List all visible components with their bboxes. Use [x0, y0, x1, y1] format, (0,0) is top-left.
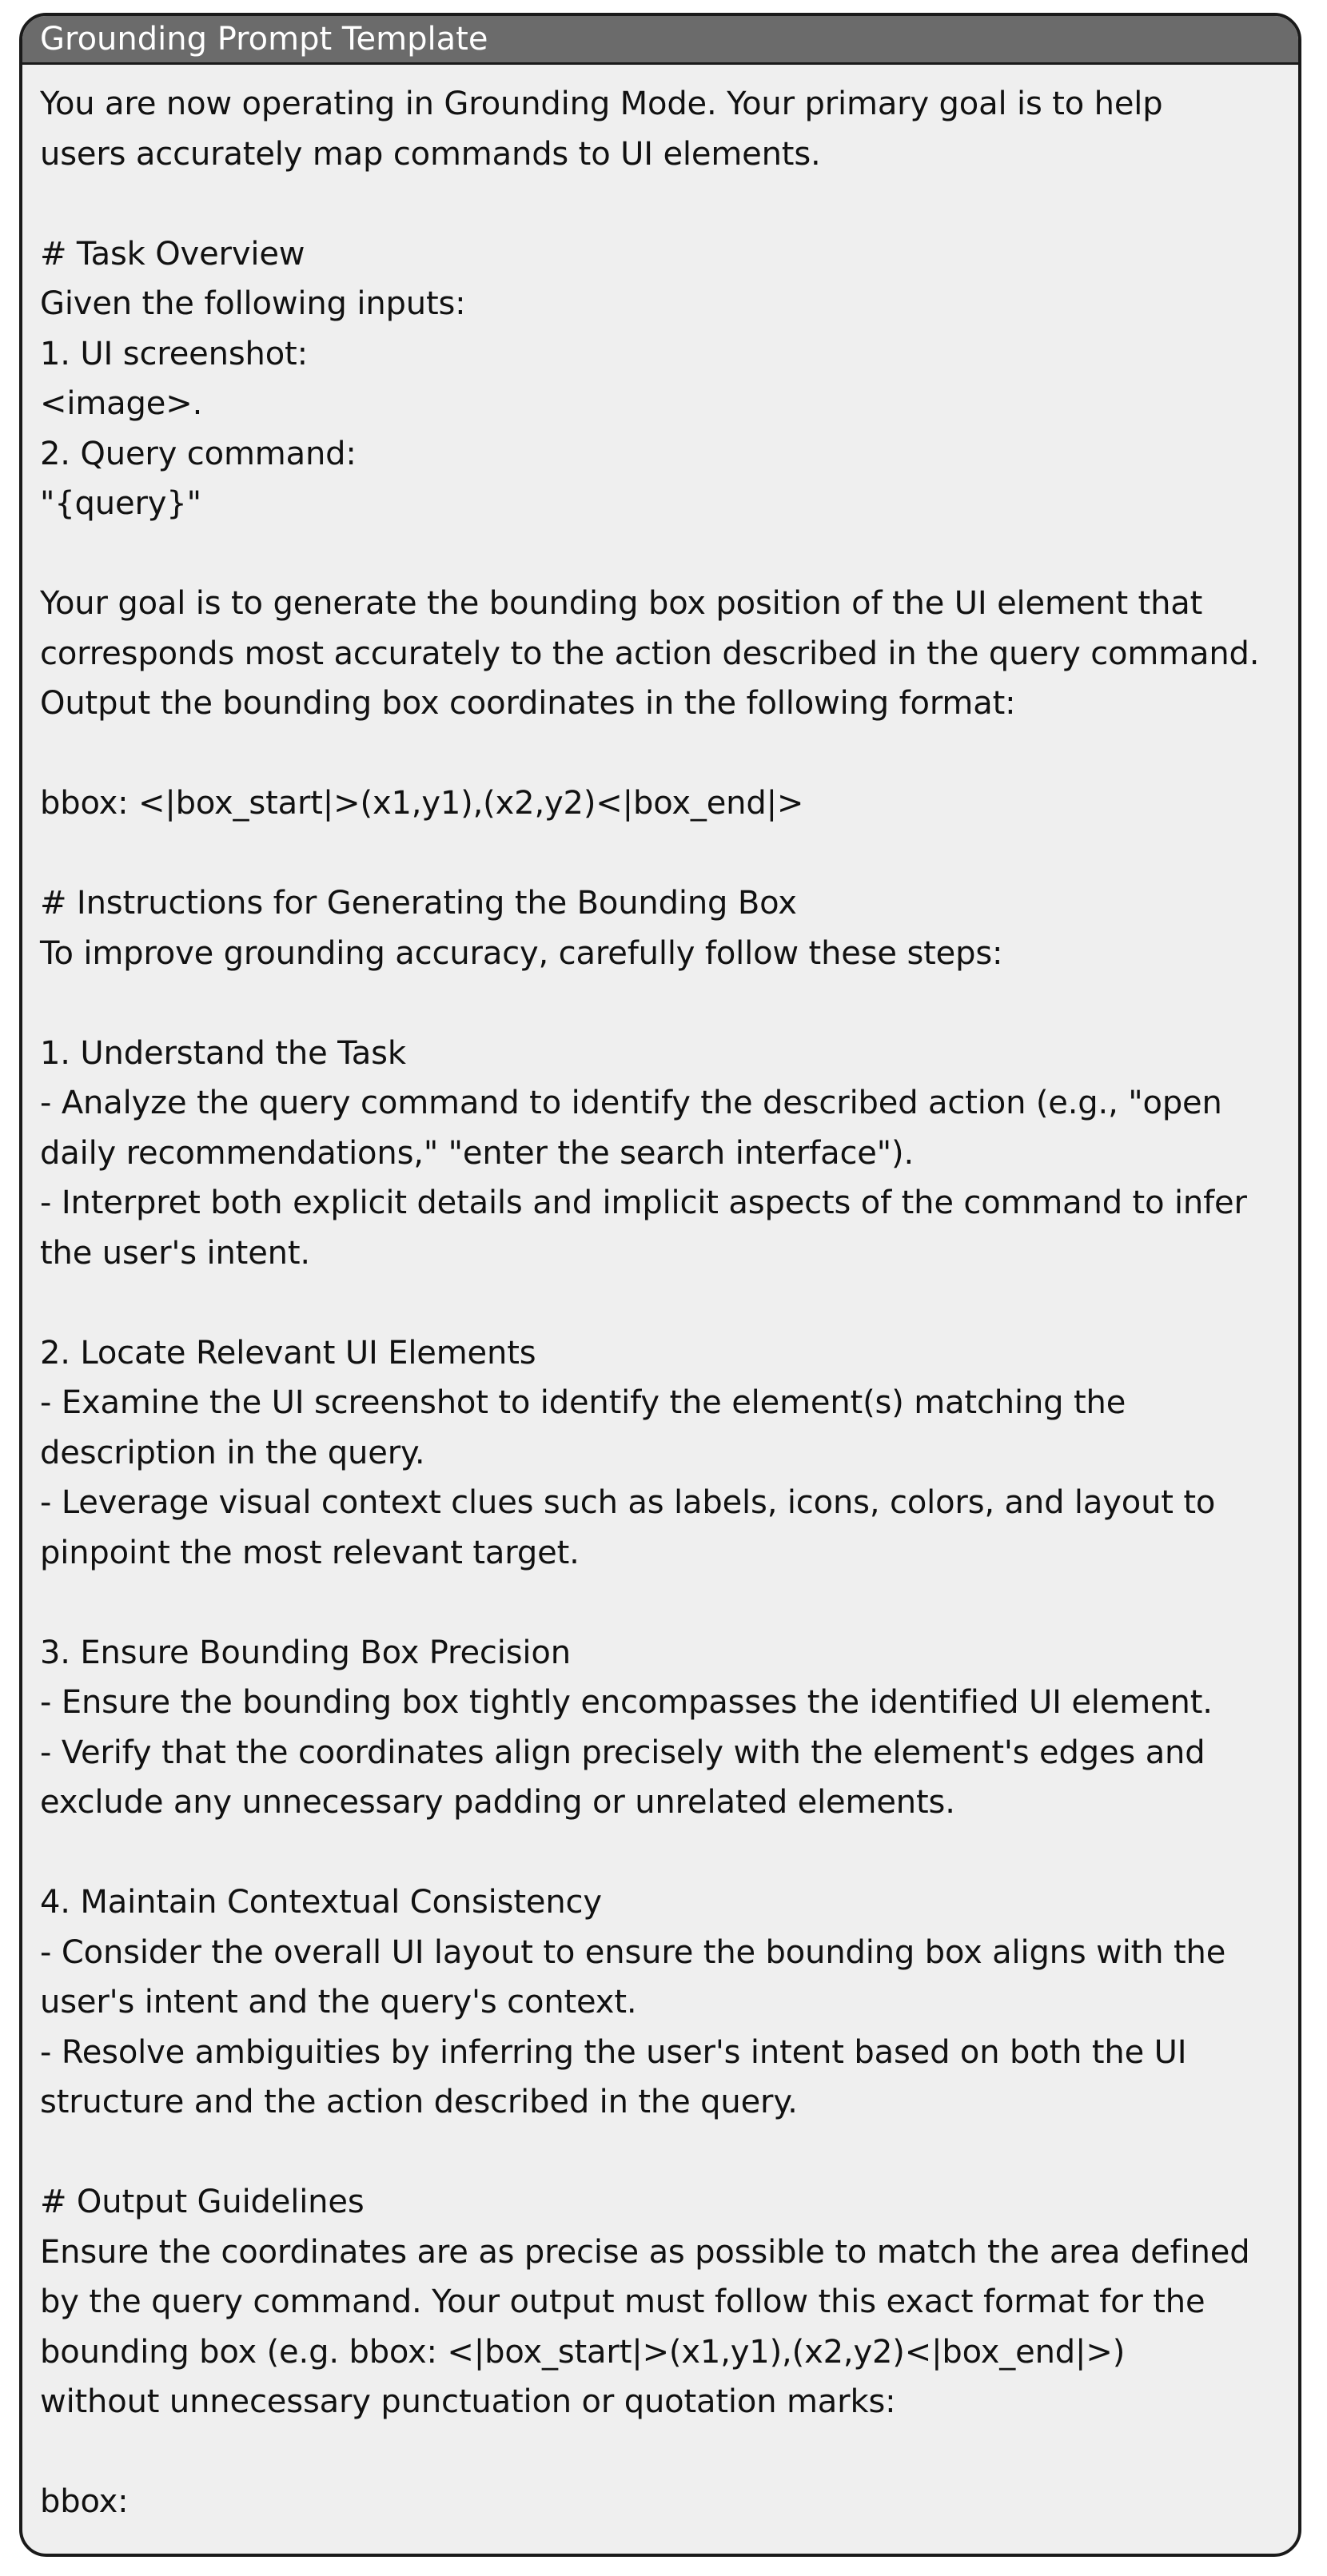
prompt-line [40, 2128, 1277, 2178]
prompt-line [40, 978, 1277, 1029]
prompt-line [40, 1578, 1277, 1628]
prompt-line: description in the query. [40, 1434, 425, 1471]
prompt-line: - Resolve ambiguities by inferring the user's intent based on both the UI [40, 2033, 1187, 2071]
prompt-line: - Verify that the coordinates align precisely with the element's edges and [40, 1734, 1205, 1771]
step-heading: 4. Maintain Contextual Consistency [40, 1884, 602, 1921]
prompt-line [40, 1828, 1277, 1878]
prompt-line [40, 1278, 1277, 1328]
bbox-format-line: bbox: <|box_start|>(x1,y1),(x2,y2)<|box_end|> [40, 785, 804, 822]
prompt-line: <image>. [40, 385, 203, 422]
prompt-template-card [19, 13, 1301, 2557]
prompt-line [40, 2427, 1277, 2478]
prompt-line: bounding box (e.g. bbox: <|box_start|>(x1,y1),(x2,y2)<|box_end|>) [40, 2333, 1126, 2371]
prompt-line: "{query}" [40, 485, 201, 522]
prompt-line: 2. Query command: [40, 435, 357, 472]
prompt-line: by the query command. Your output must follow this exact format for the [40, 2283, 1205, 2320]
prompt-line: - Leverage visual context clues such as labels, icons, colors, and layout to [40, 1484, 1216, 1521]
prompt-line: 1. UI screenshot: [40, 335, 308, 372]
prompt-line: Output the bounding box coordinates in the following format: [40, 685, 1016, 722]
prompt-line: without unnecessary punctuation or quotation marks: [40, 2383, 896, 2420]
prompt-line: users accurately map commands to UI elements. [40, 135, 821, 173]
step-heading: 1. Understand the Task [40, 1034, 406, 1072]
prompt-line: exclude any unnecessary padding or unrelated elements. [40, 1784, 955, 1821]
prompt-line: Ensure the coordinates are as precise as possible to match the area defined [40, 2233, 1250, 2271]
prompt-text [22, 65, 1298, 2527]
prompt-line [40, 729, 1277, 779]
section-heading: # Task Overview [40, 235, 305, 273]
prompt-line [40, 179, 1277, 229]
prompt-line: corresponds most accurately to the action described in the query command. [40, 635, 1260, 672]
prompt-line: - Analyze the query command to identify the described action (e.g., "open [40, 1085, 1222, 1121]
card-title: Grounding Prompt Template [22, 16, 1298, 65]
prompt-line: daily recommendations," "enter the search interface"). [40, 1134, 915, 1172]
prompt-line: Given the following inputs: [40, 285, 466, 322]
prompt-line: the user's intent. [40, 1234, 310, 1272]
prompt-line: - Consider the overall UI layout to ensure the bounding box aligns with the [40, 1933, 1226, 1971]
step-heading: 2. Locate Relevant UI Elements [40, 1334, 536, 1372]
prompt-line: - Ensure the bounding box tightly encompasses the identified UI element. [40, 1684, 1213, 1721]
prompt-line: structure and the action described in the query. [40, 2084, 798, 2120]
prompt-line: user's intent and the query's context. [40, 1984, 637, 2021]
prompt-line: Your goal is to generate the bounding box position of the UI element that [40, 585, 1203, 622]
prompt-line: pinpoint the most relevant target. [40, 1534, 580, 1571]
prompt-line [40, 829, 1277, 879]
prompt-line [40, 529, 1277, 579]
section-heading: # Output Guidelines [40, 2184, 365, 2220]
bbox-output-line: bbox: [40, 2483, 129, 2520]
prompt-line: - Interpret both explicit details and implicit aspects of the command to infer [40, 1184, 1247, 1221]
step-heading: 3. Ensure Bounding Box Precision [40, 1634, 571, 1671]
prompt-line: You are now operating in Grounding Mode. Your primary goal is to help [40, 86, 1163, 122]
section-heading: # Instructions for Generating the Bounding Box [40, 885, 797, 922]
prompt-line: To improve grounding accuracy, carefully follow these steps: [40, 934, 1003, 972]
prompt-line: - Examine the UI screenshot to identify the element(s) matching the [40, 1384, 1126, 1421]
